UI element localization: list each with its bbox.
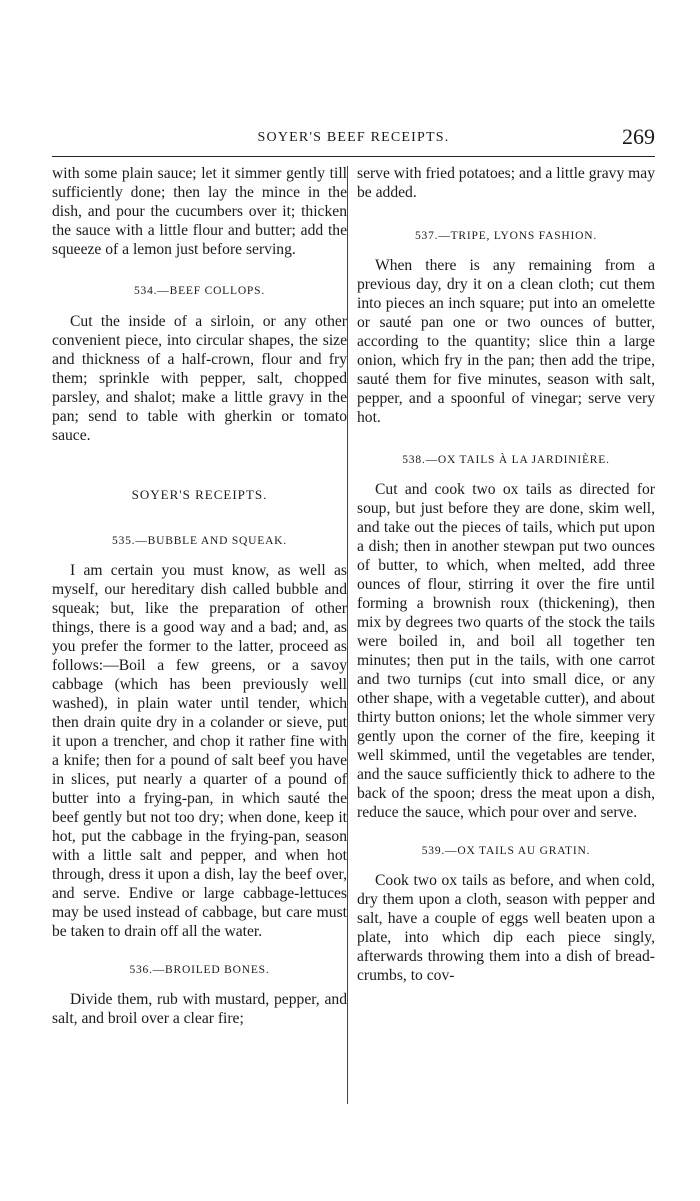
recipe-title-538: 538.—OX TAILS À LA JARDINIÈRE. (402, 454, 610, 466)
left-column (52, 164, 347, 1028)
recipe-text-539: Cook two ox tails as before, and when cold, dry them upon a cloth, season with pepper and salt, have a couple of eggs well beaten upon a plate, into which dip each piece singly, afterwards throwing them into a dish of bread-crumbs, to cov- (357, 872, 655, 984)
recipe-text-535: I am certain you must know, as well as myself, our hereditary dish called bubble and squeak; but, like the preparation of other things, there is a good way and a bad; and, as you prefer the former to the latter, proceed as follows:—Boil a few greens, or a savoy cabbage (which has been previously well washed), in plain water until tender, which then drain quite dry in a colander or sieve, put it upon a trencher, and chop it rather fine with a knife; then for a pound of salt beef you have in slices, put nearly a quarter of a pound of butter into a frying-pan, in which sauté the beef gently but not too dry; when done, keep it hot, put the cabbage in the frying-pan, season with a little salt and pepper, and when hot through, dress it upon a dish, lay the beef over, and serve. Endive or large cabbage-lettuces may be used instead of cabbage, but care must be taken to drain off all the water. (52, 562, 347, 940)
section-title: SOYER'S RECEIPTS. (131, 487, 268, 502)
column-divider (347, 166, 348, 1104)
recipe-text-537: When there is any remaining from a previous day, dry it on a clean cloth; cut them into pieces an inch square; put into an omelette or sauté pan one or two ounces of butter, according to the quantity; slice thin a large onion, which fry in the pan; then add the tripe, sauté them for five minutes, season with salt, pepper, and a spoonful of vinegar; serve very hot. (357, 257, 655, 426)
recipe-text-538: Cut and cook two ox tails as directed for soup, but just before they are done, skim well, and take out the pieces of tails, which put upon a dish; then in another stewpan put two ounces of butter, to which, when melted, add three ounces of flour, stirring it over the fire until forming a brownish roux (thickening), then mix by degrees two quarts of the stock the tails were boiled in, and boil all together ten minutes; then put in the tails, with one carrot and two turnips (cut into small dice, or any other shape, with a vegetable cutter), and about thirty button onions; let the whole simmer very gently upon the corner of the fire, keeping it well skimmed, until the vegetables are tender, and the sauce sufficiently thick to adhere to the back of the spoon; dress the meat upon a dish, reduce the sauce, which pour over and serve. (357, 481, 655, 821)
right-column (357, 164, 655, 985)
recipe-title-539: 539.—OX TAILS AU GRATIN. (421, 845, 591, 857)
continued-paragraph-right: serve with fried potatoes; and a little gravy may be added. (357, 165, 655, 201)
continued-paragraph: with some plain sauce; let it simmer gently till sufficiently done; then lay the mince in the dish, and pour the cucumbers over it; thicken the sauce with a little flour and butter; add the squeeze of a lemon just before serving. (52, 165, 347, 258)
recipe-title-537: 537.—TRIPE, LYONS FASHION. (414, 230, 598, 242)
recipe-title-536: 536.—BROILED BONES. (129, 964, 270, 976)
recipe-title-534: 534.—BEEF COLLOPS. (133, 285, 265, 297)
recipe-text-536: Divide them, rub with mustard, pepper, and salt, and broil over a clear fire; (52, 991, 347, 1027)
running-title: SOYER'S BEEF RECEIPTS. (257, 130, 450, 145)
recipe-title-535: 535.—BUBBLE AND SQUEAK. (112, 535, 287, 547)
recipe-text-534: Cut the inside of a sirloin, or any other convenient piece, into circular shapes, the size and thickness of a half-crown, flour and fry them; sprinkle with pepper, salt, chopped parsley, and shalot; make a little gravy in the pan; send to table with gherkin or tomato sauce. (52, 313, 347, 444)
running-header (52, 124, 655, 157)
page-number: 269 (622, 124, 655, 149)
